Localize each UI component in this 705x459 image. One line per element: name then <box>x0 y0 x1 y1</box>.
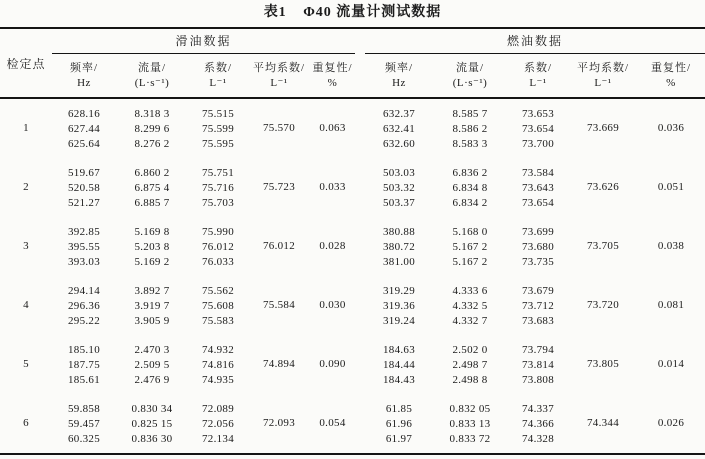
col-name: 流量/ <box>455 61 485 74</box>
header-col-fuel-freq <box>365 53 433 98</box>
cell-fuel-rep: 0.038 <box>657 240 685 252</box>
cell-fuel-freq: 184.44 <box>382 359 416 371</box>
cell-oil-flow: 3.905 9 <box>134 315 170 327</box>
cell-oil-coef: 74.935 <box>201 374 235 386</box>
cell-fuel-freq: 61.96 <box>385 418 413 430</box>
header-col-fuel-avg <box>569 53 637 98</box>
cell-oil-freq: 185.10 <box>67 344 101 356</box>
cell-oil-flow: 5.203 8 <box>134 241 170 253</box>
cell-fuel-avg: 73.805 <box>586 358 620 370</box>
table-row <box>0 98 705 122</box>
cell-oil-freq: 294.14 <box>67 285 101 297</box>
cell-oil-flow: 2.470 3 <box>134 344 170 356</box>
cell-fuel-flow: 8.586 2 <box>452 123 488 135</box>
cell-fuel-freq: 380.88 <box>382 226 416 238</box>
cell-oil-flow: 2.509 5 <box>134 359 170 371</box>
group-gap-spacer <box>355 158 365 217</box>
cell-oil-flow: 8.299 6 <box>134 123 170 135</box>
cell-oil-freq: 628.16 <box>67 108 101 120</box>
cell-oil-flow: 0.830 34 <box>131 403 173 415</box>
cell-oil-freq: 395.55 <box>67 241 101 253</box>
cell-oil-flow: 8.318 3 <box>134 108 170 120</box>
cell-fuel-freq: 184.43 <box>382 374 416 386</box>
cell-fuel-freq: 61.97 <box>385 433 413 445</box>
cell-fuel-rep: 0.051 <box>657 181 685 193</box>
group-gap-spacer <box>355 335 365 394</box>
cell-fuel-freq: 632.37 <box>382 108 416 120</box>
cell-fuel-freq: 381.00 <box>382 256 416 268</box>
cell-fuel-coef: 73.735 <box>521 256 555 268</box>
group-gap-spacer <box>355 276 365 335</box>
cell-fuel-coef: 73.808 <box>521 374 555 386</box>
cell-oil-flow: 6.875 4 <box>134 182 170 194</box>
cell-fuel-freq: 503.32 <box>382 182 416 194</box>
col-unit: L⁻¹ <box>529 76 547 89</box>
header-col-oil-rep <box>310 53 355 98</box>
col-name: 频率/ <box>384 61 414 74</box>
cell-fuel-flow: 0.833 13 <box>449 418 491 430</box>
header-point: 检定点 <box>0 28 52 98</box>
cell-fuel-coef: 73.794 <box>521 344 555 356</box>
cell-oil-coef: 75.515 <box>201 108 235 120</box>
cell-oil-freq: 296.36 <box>67 300 101 312</box>
cell-fuel-coef: 73.712 <box>521 300 555 312</box>
cell-point: 2 <box>23 181 29 193</box>
cell-oil-coef: 75.595 <box>201 138 235 150</box>
cell-oil-flow: 6.885 7 <box>134 197 170 209</box>
cell-oil-rep: 0.033 <box>319 181 346 193</box>
table-title-index: 表1 <box>263 5 287 20</box>
cell-fuel-avg: 73.705 <box>586 240 620 252</box>
cell-fuel-flow: 2.498 8 <box>452 374 488 386</box>
cell-oil-coef: 72.056 <box>201 418 235 430</box>
header-col-oil-coef <box>188 53 248 98</box>
cell-oil-freq: 625.64 <box>67 138 101 150</box>
cell-fuel-freq: 319.29 <box>382 285 416 297</box>
header-col-oil-flow <box>116 53 188 98</box>
cell-oil-freq: 520.58 <box>67 182 101 194</box>
cell-point: 4 <box>23 299 29 311</box>
cell-oil-flow: 2.476 9 <box>134 374 170 386</box>
cell-fuel-rep: 0.014 <box>657 358 685 370</box>
cell-oil-coef: 72.134 <box>201 433 235 445</box>
table-row <box>0 217 705 240</box>
cell-oil-coef: 75.583 <box>201 315 235 327</box>
cell-oil-coef: 75.990 <box>201 226 235 238</box>
cell-fuel-freq: 503.37 <box>382 197 416 209</box>
cell-fuel-rep: 0.036 <box>657 122 685 134</box>
cell-oil-avg: 75.584 <box>262 299 296 311</box>
cell-point: 5 <box>23 358 29 370</box>
col-unit: (L·s⁻¹) <box>134 76 170 89</box>
cell-fuel-coef: 73.683 <box>521 315 555 327</box>
cell-oil-freq: 59.858 <box>67 403 101 415</box>
header-col-oil-freq <box>52 53 116 98</box>
cell-oil-rep: 0.090 <box>319 358 346 370</box>
col-unit: L⁻¹ <box>594 76 612 89</box>
cell-oil-freq: 521.27 <box>67 197 101 209</box>
cell-oil-flow: 6.860 2 <box>134 167 170 179</box>
cell-oil-rep: 0.063 <box>319 122 346 134</box>
cell-point: 1 <box>23 122 29 134</box>
col-name: 重复性/ <box>312 61 353 74</box>
cell-fuel-flow: 8.583 3 <box>452 138 488 150</box>
cell-point: 6 <box>23 417 29 429</box>
cell-oil-avg: 74.894 <box>262 358 296 370</box>
col-unit: L⁻¹ <box>270 76 288 89</box>
cell-oil-freq: 59.457 <box>67 418 101 430</box>
col-unit: % <box>327 76 338 89</box>
cell-oil-freq: 627.44 <box>67 123 101 135</box>
cell-fuel-coef: 73.679 <box>521 285 555 297</box>
cell-oil-coef: 75.599 <box>201 123 235 135</box>
cell-fuel-flow: 4.332 5 <box>452 300 488 312</box>
cell-fuel-coef: 73.654 <box>521 197 555 209</box>
cell-fuel-freq: 503.03 <box>382 167 416 179</box>
cell-fuel-flow: 6.834 2 <box>452 197 488 209</box>
cell-point: 3 <box>23 240 29 252</box>
cell-fuel-freq: 319.36 <box>382 300 416 312</box>
cell-fuel-flow: 2.498 7 <box>452 359 488 371</box>
cell-oil-flow: 5.169 8 <box>134 226 170 238</box>
data-table <box>0 27 705 455</box>
cell-oil-coef: 75.716 <box>201 182 235 194</box>
col-name: 流量/ <box>137 61 167 74</box>
header-col-fuel-rep <box>637 53 705 98</box>
col-name: 系数/ <box>523 61 553 74</box>
cell-oil-freq: 393.03 <box>67 256 101 268</box>
cell-oil-avg: 75.723 <box>262 181 296 193</box>
header-col-fuel-coef <box>507 53 569 98</box>
cell-fuel-coef: 73.680 <box>521 241 555 253</box>
cell-oil-flow: 3.892 7 <box>134 285 170 297</box>
table-body <box>0 98 705 454</box>
header-col-oil-avg <box>248 53 310 98</box>
cell-oil-avg: 75.570 <box>262 122 296 134</box>
cell-oil-flow: 0.836 30 <box>131 433 173 445</box>
cell-fuel-flow: 2.502 0 <box>452 344 488 356</box>
cell-oil-coef: 75.608 <box>201 300 235 312</box>
cell-fuel-freq: 184.63 <box>382 344 416 356</box>
cell-oil-avg: 72.093 <box>262 417 296 429</box>
cell-oil-freq: 185.61 <box>67 374 101 386</box>
cell-fuel-avg: 73.626 <box>586 181 620 193</box>
cell-fuel-rep: 0.081 <box>657 299 685 311</box>
cell-oil-rep: 0.028 <box>319 240 346 252</box>
group-gap-spacer <box>355 394 365 454</box>
cell-fuel-flow: 5.168 0 <box>452 226 488 238</box>
header-group-gap <box>355 28 365 98</box>
cell-oil-freq: 187.75 <box>67 359 101 371</box>
cell-fuel-avg: 73.669 <box>586 122 620 134</box>
col-name: 系数/ <box>203 61 233 74</box>
col-name: 频率/ <box>69 61 99 74</box>
cell-fuel-flow: 4.332 7 <box>452 315 488 327</box>
group-gap-spacer <box>355 217 365 276</box>
cell-fuel-coef: 74.328 <box>521 433 555 445</box>
cell-oil-flow: 3.919 7 <box>134 300 170 312</box>
cell-fuel-flow: 8.585 7 <box>452 108 488 120</box>
table-row <box>0 276 705 299</box>
cell-fuel-flow: 5.167 2 <box>452 241 488 253</box>
cell-fuel-freq: 319.24 <box>382 315 416 327</box>
cell-oil-coef: 75.751 <box>201 167 235 179</box>
cell-fuel-avg: 74.344 <box>586 417 620 429</box>
col-name: 平均系数/ <box>252 61 306 74</box>
cell-fuel-freq: 632.60 <box>382 138 416 150</box>
cell-fuel-coef: 74.337 <box>521 403 555 415</box>
cell-oil-coef: 74.932 <box>201 344 235 356</box>
cell-fuel-freq: 61.85 <box>385 403 413 415</box>
cell-oil-coef: 72.089 <box>201 403 235 415</box>
cell-oil-coef: 74.816 <box>201 359 235 371</box>
col-unit: (L·s⁻¹) <box>452 76 488 89</box>
cell-oil-flow: 5.169 2 <box>134 256 170 268</box>
cell-oil-avg: 76.012 <box>262 240 296 252</box>
table-title <box>0 0 705 27</box>
cell-fuel-rep: 0.026 <box>657 417 685 429</box>
cell-fuel-coef: 73.643 <box>521 182 555 194</box>
header-group-fuel: 燃油数据 <box>365 28 705 53</box>
header-group-oil: 滑油数据 <box>52 28 355 53</box>
cell-fuel-coef: 73.699 <box>521 226 555 238</box>
cell-fuel-flow: 6.834 8 <box>452 182 488 194</box>
cell-oil-coef: 76.033 <box>201 256 235 268</box>
cell-oil-coef: 75.703 <box>201 197 235 209</box>
cell-fuel-flow: 4.333 6 <box>452 285 488 297</box>
cell-fuel-coef: 73.700 <box>521 138 555 150</box>
cell-fuel-coef: 74.366 <box>521 418 555 430</box>
cell-oil-coef: 76.012 <box>201 241 235 253</box>
cell-oil-freq: 392.85 <box>67 226 101 238</box>
cell-oil-rep: 0.054 <box>319 417 346 429</box>
group-gap-spacer <box>355 98 365 158</box>
table-row <box>0 394 705 417</box>
cell-fuel-flow: 5.167 2 <box>452 256 488 268</box>
cell-fuel-flow: 0.832 05 <box>449 403 491 415</box>
cell-oil-freq: 295.22 <box>67 315 101 327</box>
col-unit: Hz <box>392 76 406 89</box>
col-name: 重复性/ <box>650 61 692 74</box>
cell-oil-rep: 0.030 <box>319 299 346 311</box>
col-unit: L⁻¹ <box>209 76 227 89</box>
cell-fuel-freq: 632.41 <box>382 123 416 135</box>
cell-oil-coef: 75.562 <box>201 285 235 297</box>
table-title-text: Φ40 流量计测试数据 <box>303 5 442 20</box>
cell-fuel-flow: 0.833 72 <box>449 433 491 445</box>
cell-fuel-avg: 73.720 <box>586 299 620 311</box>
cell-fuel-flow: 6.836 2 <box>452 167 488 179</box>
cell-oil-flow: 8.276 2 <box>134 138 170 150</box>
col-name: 平均系数/ <box>576 61 630 74</box>
cell-fuel-coef: 73.653 <box>521 108 555 120</box>
table-row <box>0 335 705 358</box>
cell-fuel-coef: 73.654 <box>521 123 555 135</box>
cell-fuel-coef: 73.814 <box>521 359 555 371</box>
col-unit: Hz <box>77 76 91 89</box>
cell-oil-flow: 0.825 15 <box>131 418 173 430</box>
cell-oil-freq: 60.325 <box>67 433 101 445</box>
table-row <box>0 158 705 181</box>
cell-oil-freq: 519.67 <box>67 167 101 179</box>
header-col-fuel-flow <box>433 53 507 98</box>
cell-fuel-coef: 73.584 <box>521 167 555 179</box>
col-unit: % <box>666 76 676 89</box>
cell-fuel-freq: 380.72 <box>382 241 416 253</box>
